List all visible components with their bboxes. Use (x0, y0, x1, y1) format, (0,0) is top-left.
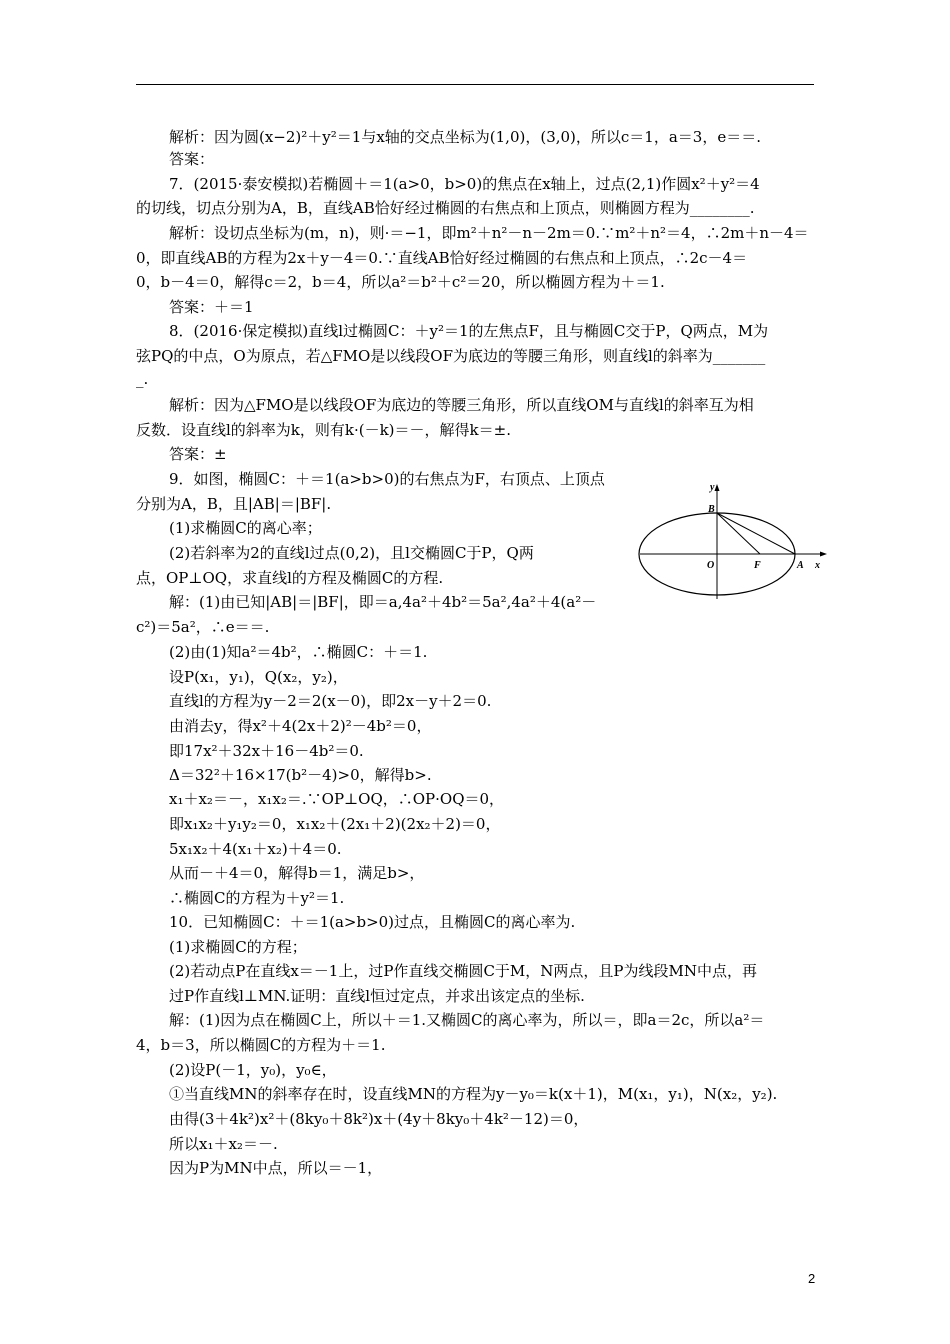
text-line: 弦PQ的中点，O为原点，若△FMO是以线段OF为底边的等腰三角形，则直线l的斜率为_______ (136, 347, 766, 365)
text-line: 9．如图，椭圆C：＋＝1(a>b>0)的右焦点为F，右顶点、上顶点 (169, 470, 605, 488)
text-line: 10．已知椭圆C：＋＝1(a>b>0)过点，且椭圆C的离心率为. (169, 913, 576, 931)
text-line: 8．(2016·保定模拟)直线l过椭圆C：＋y²＝1的左焦点F，且与椭圆C交于P，Q两点，M为 (169, 322, 769, 340)
text-line: (1)求椭圆C的方程； (169, 938, 307, 956)
text-line: 答案：± (169, 445, 227, 463)
text-line: 反数．设直线l的斜率为k，则有k·(－k)＝－，解得k＝±. (136, 421, 511, 439)
text-line: 即x₁x₂＋y₁y₂＝0，x₁x₂＋(2x₁＋2)(2x₂＋2)＝0， (169, 815, 501, 833)
text-line: 4，b＝3，所以椭圆C的方程为＋＝1. (136, 1036, 386, 1054)
text-line: 0，b－4＝0，解得c＝2，b＝4，所以a²＝b²＋c²＝20，所以椭圆方程为＋＝1. (136, 273, 665, 291)
label-b: B (708, 504, 715, 515)
text-line: 解：(1)由已知|AB|＝|BF|，即＝a,4a²＋4b²＝5a²,4a²＋4(a²－ (169, 593, 597, 611)
x-axis-arrow (820, 552, 827, 557)
text-line: 由消去y，得x²＋4(2x＋2)²－4b²＝0， (169, 717, 432, 735)
text-line: ①当直线MN的斜率存在时，设直线MN的方程为y－y₀＝k(x＋1)，M(x₁，y₁)，N(x₂，y₂). (169, 1085, 778, 1103)
text-line: 过P作直线l⊥MN.证明：直线l恒过定点，并求出该定点的坐标. (169, 987, 585, 1005)
text-line: 答案： (169, 150, 215, 168)
label-x: x (815, 560, 820, 571)
text-line: 7．(2015·泰安模拟)若椭圆＋＝1(a>0，b>0)的焦点在x轴上，过点(2,1)作圆x²＋y²＝4 (169, 175, 760, 193)
label-y: y (710, 482, 715, 493)
label-a: A (797, 560, 804, 571)
text-line: 所以x₁＋x₂＝－. (169, 1135, 278, 1153)
segment-ba (717, 513, 795, 554)
text-line: 5x₁x₂＋4(x₁＋x₂)＋4＝0. (169, 840, 342, 858)
text-line: 因为P为MN中点，所以＝－1， (169, 1159, 383, 1177)
text-line: 直线l的方程为y－2＝2(x－0)，即2x－y＋2＝0. (169, 692, 492, 710)
text-line: Δ＝32²＋16×17(b²－4)>0，解得b>. (169, 766, 432, 784)
text-line: (2)由(1)知a²＝4b²，∴椭圆C：＋＝1. (169, 643, 428, 661)
text-line: (2)若斜率为2的直线l过点(0,2)，且l交椭圆C于P，Q两 (169, 544, 534, 562)
text-line: 解析：设切点坐标为(m，n)，则·＝−1，即m²＋n²－n－2m＝0.∵m²＋n²＝4，∴2m＋n－4＝ (169, 224, 809, 242)
label-f: F (754, 560, 761, 571)
text-line: 从而－＋4＝0，解得b＝1，满足b>， (169, 864, 425, 882)
text-line: 由得(3＋4k²)x²＋(8ky₀＋8k²)x＋(4y＋8ky₀＋4k²－12)＝0， (169, 1110, 589, 1128)
text-line: 点，OP⊥OQ，求直线l的方程及椭圆C的方程. (136, 569, 444, 587)
text-line: 0，即直线AB的方程为2x＋y－4＝0.∵直线AB恰好经过椭圆的右焦点和上顶点，∴2c－4＝ (136, 249, 748, 267)
text-line: 分别为A，B，且|AB|＝|BF|. (136, 495, 332, 513)
text-line: (2)若动点P在直线x＝－1上，过P作直线交椭圆C于M，N两点，且P为线段MN中点，再 (169, 962, 757, 980)
text-line: 解析：因为圆(x−2)²＋y²＝1与x轴的交点坐标为(1,0)，(3,0)，所以c＝1，a＝3，e＝＝. (169, 128, 761, 146)
text-line: ∴椭圆C的方程为＋y²＝1. (169, 889, 345, 907)
text-line: x₁＋x₂＝－，x₁x₂＝.∵OP⊥OQ，∴OP·OQ＝0， (169, 790, 505, 808)
ellipse-figure (636, 479, 832, 601)
text-line: (1)求椭圆C的离心率； (169, 519, 322, 537)
label-o: O (707, 560, 715, 571)
header-rule (136, 84, 814, 85)
page-number: 2 (808, 1271, 816, 1286)
text-line: (2)设P(－1，y₀)，y₀∈， (169, 1061, 337, 1079)
text-line: 的切线，切点分别为A，B，直线AB恰好经过椭圆的右焦点和上顶点，则椭圆方程为________. (136, 199, 755, 217)
y-axis-arrow (715, 484, 720, 491)
segment-bf (717, 513, 760, 554)
text-line: 解析：因为△FMO是以线段OF为底边的等腰三角形，所以直线OM与直线l的斜率互为相 (169, 396, 754, 414)
text-line: 解：(1)因为点在椭圆C上，所以＋＝1.又椭圆C的离心率为，所以＝，即a＝2c，所以a²＝ (169, 1011, 765, 1029)
text-line: _. (136, 370, 149, 388)
text-line: 即17x²＋32x＋16－4b²＝0. (169, 742, 364, 760)
text-line: 设P(x₁，y₁)，Q(x₂，y₂)， (169, 668, 348, 686)
text-line: c²)＝5a²，∴e＝＝. (136, 618, 270, 636)
text-line: 答案：＋＝1 (169, 298, 254, 316)
